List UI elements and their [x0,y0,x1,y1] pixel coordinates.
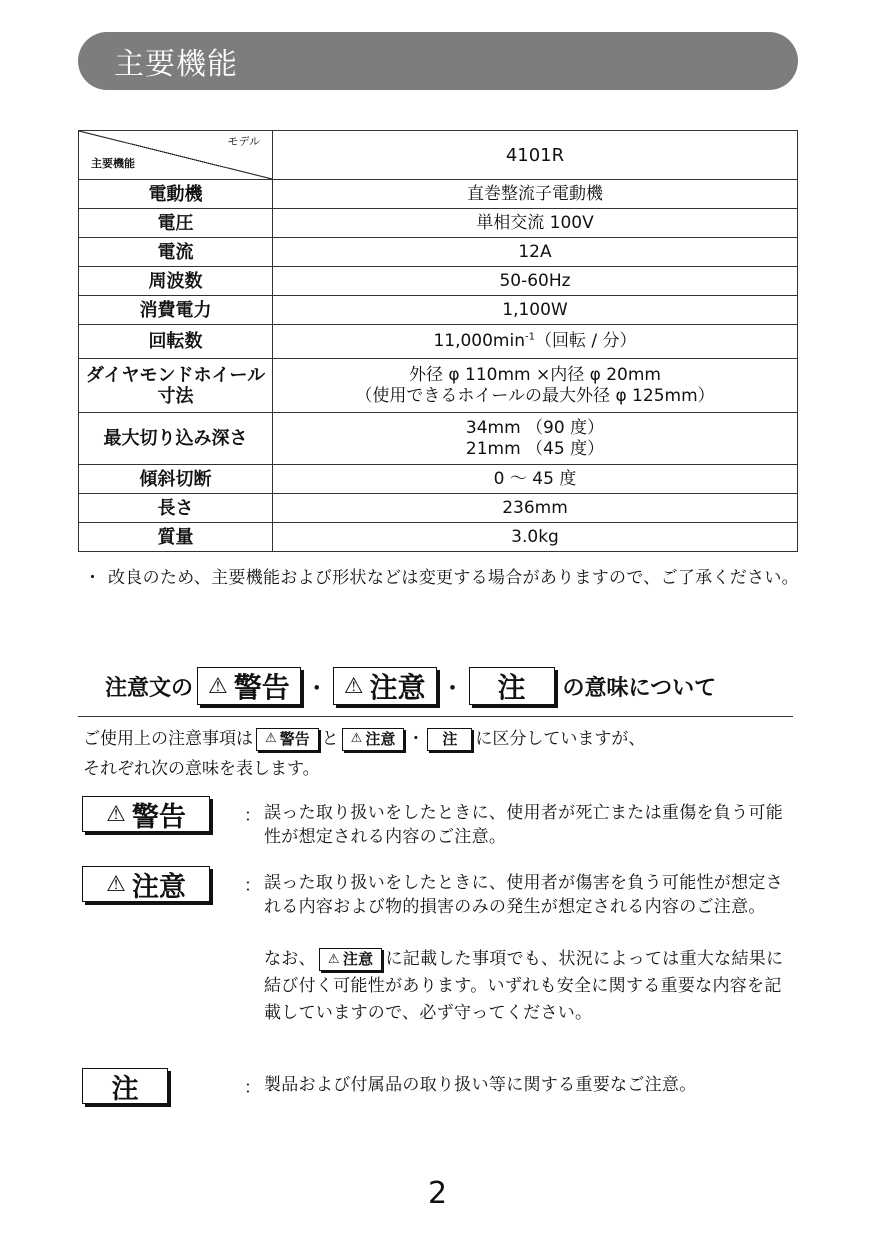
spec-label: 最大切り込み深さ [79,413,273,465]
table-row [79,465,798,494]
spec-value: 1,100W [273,296,798,325]
spec-label: 電流 [79,238,273,267]
spec-label: 電圧 [79,209,273,238]
note-label: 注 [111,1073,139,1105]
spec-label-line: 寸法 [157,385,194,407]
table-row [79,413,798,465]
caution-label: 注意 [131,871,186,903]
caution-label: 注意 [342,949,374,968]
spec-label: 回転数 [79,325,273,359]
caution-badge-small [342,728,405,751]
spec-table-corner-cell [79,131,273,180]
spec-value-line: 34mm （90 度） [465,417,605,438]
spec-label [79,359,273,413]
caution-badge [333,667,437,705]
caution-label: 注意 [365,730,396,748]
spec-table [78,130,798,552]
spec-value-line: 21mm （45 度） [465,438,605,459]
separator-dot: ・ [407,729,425,749]
corner-label-features: 主要機能 [91,157,135,170]
spec-label: 長さ [79,494,273,523]
spec-value: 直巻整流子電動機 [273,180,798,209]
section-title-bar [78,32,798,90]
rpm-unit: （回転 / 分） [534,331,637,351]
intro-text: に区分していますが、 [475,729,646,749]
table-row [79,180,798,209]
warning-badge [197,667,301,705]
corner-label-model: モデル [227,135,260,148]
warning-triangle-icon: ⚠ [106,801,126,827]
spec-label: 周波数 [79,267,273,296]
table-row [79,359,798,413]
table-row [79,296,798,325]
spec-value [273,325,798,359]
note-label: 注 [442,730,458,748]
table-row [79,209,798,238]
bullet-mark: ・ [84,568,102,588]
warning-triangle-icon: ⚠ [208,673,228,699]
table-row [79,523,798,552]
model-number: 4101R [273,131,798,180]
notice-heading [105,664,716,708]
spec-label: 質量 [79,523,273,552]
table-row [79,325,798,359]
spec-value [273,359,798,413]
warning-label: 警告 [279,730,310,748]
warning-definition-badge [82,796,210,832]
spec-value: 3.0kg [273,523,798,552]
note-definition-badge [82,1068,168,1104]
warning-label: 警告 [131,801,186,833]
table-row [79,267,798,296]
rpm-exponent: -1 [525,331,535,343]
spec-label: 電動機 [79,180,273,209]
spec-value: 50-60Hz [273,267,798,296]
note-definition: 製品および付属品の取り扱い等に関する重要なご注意。 [264,1075,697,1095]
warning-definition: 誤った取り扱いをしたときに、使用者が死亡または重傷を負う可能性が想定される内容のご注意。 [264,803,783,847]
warning-badge-small [256,728,319,751]
spec-value-line: 外径 φ 110mm ×内径 φ 20mm [408,364,661,385]
note-badge-small [427,728,472,751]
warning-triangle-icon: ⚠ [327,951,340,967]
separator-dot: ・ [442,675,463,700]
definition-colon: ： [244,1078,261,1098]
notice-heading-prefix: 注意文の [105,675,194,701]
caution-badge-small [319,948,383,971]
definition-colon: ： [244,876,261,896]
heading-divider [78,716,793,717]
caution-extra-prefix: なお、 [264,949,316,969]
definition-colon: ： [244,806,261,826]
warning-label: 警告 [233,671,290,704]
caution-definition: 誤った取り扱いをしたときに、使用者が傷害を負う可能性が想定される内容および物的損害のみの発生が想定される内容のご注意。 [264,873,783,917]
intro-and: と [321,729,339,749]
footnote-text: 改良のため、主要機能および形状などは変更する場合がありますので、ご了承ください。 [108,568,799,588]
intro-text: ご使用上の注意事項は [83,729,253,749]
caution-additional-note [264,946,792,1027]
warning-triangle-icon: ⚠ [343,673,364,699]
notice-heading-suffix: の意味について [562,675,717,701]
spec-value: 単相交流 100V [273,209,798,238]
intro-text: それぞれ次の意味を表します。 [83,759,320,779]
warning-triangle-icon: ⚠ [350,731,363,746]
spec-value [273,413,798,465]
spec-value: 236mm [273,494,798,523]
separator-dot: ・ [306,675,327,700]
spec-label-line: ダイヤモンドホイール [85,364,266,386]
caution-label: 注意 [369,671,426,704]
caution-extra-suffix: に記載した事項でも、状況によっては重大な結果に結び付く可能性があります。いずれも安全に関する重要な内容を記載していますので、必ず守ってください。 [264,949,784,1023]
page-number: 2 [427,1176,448,1211]
note-badge [469,667,555,705]
warning-triangle-icon: ⚠ [106,871,126,897]
intro-paragraph [83,724,795,784]
spec-value-line: （使用できるホイールの最大外径 φ 125mm） [355,385,715,406]
caution-definition-badge [82,866,210,902]
table-row [79,494,798,523]
spec-label: 傾斜切断 [79,465,273,494]
spec-value: 12A [273,238,798,267]
section-title: 主要機能 [114,47,238,82]
note-label: 注 [497,671,526,704]
rpm-value: 11,000min [433,331,525,351]
warning-triangle-icon: ⚠ [265,731,277,746]
table-row [79,238,798,267]
spec-value: 0 ～ 45 度 [273,465,798,494]
improvement-footnote [84,566,800,591]
spec-label: 消費電力 [79,296,273,325]
